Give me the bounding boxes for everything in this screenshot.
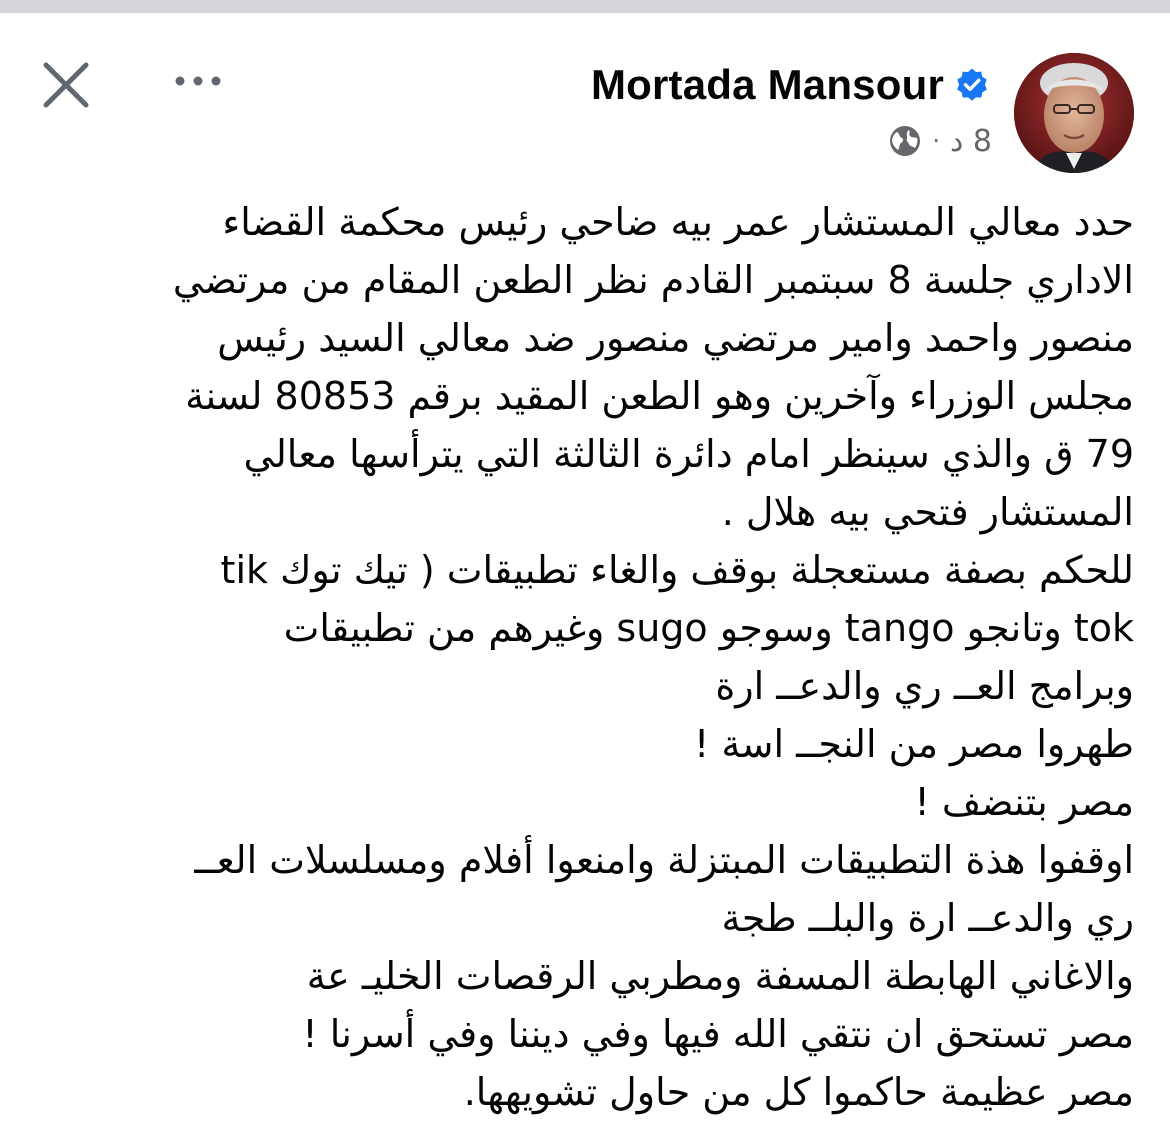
post-line: منصور واحمد وامير مرتضي منصور ضد معالي السيد رئيس (217, 316, 1134, 360)
post-line: حدد معالي المستشار عمر بيه ضاحي رئيس محكمة القضاء (222, 200, 1134, 244)
post-line: مجلس الوزراء وآخرين وهو الطعن المقيد برقم 80853 لسنة (185, 374, 1134, 418)
post-line: والاغاني الهابطة المسفة ومطربي الرقصات الخليـ عة (306, 954, 1134, 998)
post-timestamp[interactable]: 8 د (950, 123, 992, 159)
meta-separator: · (932, 127, 940, 155)
post-line: اوقفوا هذة التطبيقات المبتزلة وامنعوا أفلام ومسلسلات العــ (194, 838, 1134, 882)
post-text (40, 193, 1134, 1121)
post-line: للحكم بصفة مستعجلة بوقف والغاء تطبيقات ( تيك توك tik (220, 548, 1134, 592)
post-line: مصر عظيمة حاكموا كل من حاول تشويهها. (463, 1070, 1134, 1114)
avatar-image (1014, 53, 1134, 173)
post-header (0, 13, 1170, 183)
author-avatar[interactable] (1014, 53, 1134, 173)
author-row (591, 61, 990, 109)
close-icon (36, 55, 96, 115)
verified-badge-icon (954, 67, 990, 103)
post-line: المستشار فتحي بيه هلال . (721, 490, 1134, 534)
post-line: الاداري جلسة 8 سبتمبر القادم نظر الطعن المقام من مرتضي (172, 258, 1134, 302)
post-line: مصر بتنضف ! (914, 780, 1134, 824)
close-button[interactable] (36, 55, 96, 115)
post-line: tok وتانجو tango وسوجو sugo وغيرهم من تطبيقات (283, 606, 1134, 650)
top-divider (0, 0, 1170, 13)
globe-icon (888, 124, 922, 158)
more-options-icon (168, 63, 228, 99)
post-line: ري والدعــ ارة والبلــ طجة (721, 896, 1134, 940)
post-line: وبرامج العــ ري والدعــ ارة (715, 664, 1134, 708)
post-line: مصر تستحق ان نتقي الله فيها وفي ديننا وفي أسرنا ! (302, 1012, 1134, 1056)
author-name[interactable]: Mortada Mansour (590, 61, 944, 108)
more-options-button[interactable] (168, 63, 228, 99)
post-line: 79 ق والذي سينظر امام دائرة الثالثة التي يترأسها معالي (243, 432, 1134, 476)
post-line: طهروا مصر من النجــ اسة ! (694, 722, 1134, 766)
post-meta (888, 121, 992, 161)
